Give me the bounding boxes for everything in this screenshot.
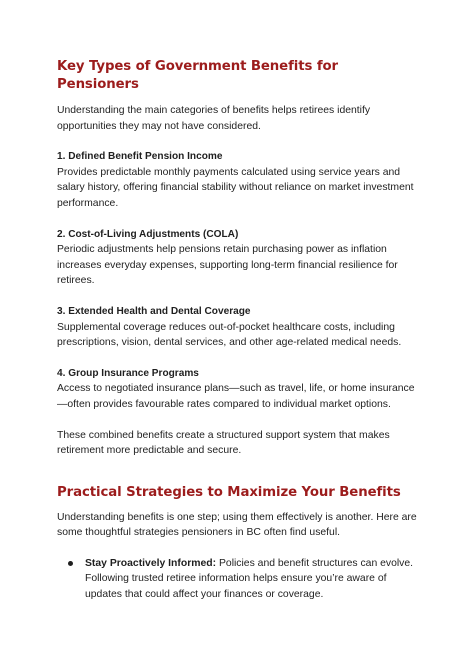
benefit-item — [57, 366, 422, 413]
benefit-item-body: Provides predictable monthly payments calculated using service years and salary history, offering financial stability without reliance on market investment performance. — [57, 166, 414, 209]
bullet-lead: Stay Proactively Informed: — [85, 557, 217, 569]
bullet-text: Policies and benefit structures can evolve. Following trusted retiree information helps ensure you’re aware of updates that could affect your finances or coverage. — [85, 557, 414, 601]
benefit-item-title: 3. Extended Health and Dental Coverage — [57, 305, 251, 317]
benefit-item-body: Access to negotiated insurance plans—such as travel, life, or home insurance—often provides favourable rates compared to individual market options. — [57, 383, 415, 410]
section-closing: These combined benefits create a structured support system that makes retirement more predictable and secure. — [57, 429, 390, 457]
benefit-item — [57, 149, 422, 211]
section-intro: Understanding benefits is one step; using them effectively is another. Here are some thoughtful strategies pensioners in BC often find useful. — [57, 511, 417, 539]
document-page — [57, 58, 422, 603]
section-intro: Understanding the main categories of benefits helps retirees identify opportunities they may not have considered. — [57, 105, 371, 132]
list-item — [57, 556, 422, 603]
strategy-list — [57, 556, 422, 603]
bullet-icon — [68, 561, 73, 566]
benefit-item-title: 1. Defined Benefit Pension Income — [57, 151, 223, 163]
section-heading-strategies: Practical Strategies to Maximize Your Benefits — [57, 484, 401, 500]
benefit-item-body: Periodic adjustments help pensions retain purchasing power as inflation increases everyday expenses, supporting long-term financial resilience for retirees. — [57, 244, 398, 287]
benefit-item — [57, 227, 422, 289]
benefit-item-title: 4. Group Insurance Programs — [57, 367, 199, 379]
section-heading-benefit-types: Key Types of Government Benefits for Pensioners — [57, 59, 339, 92]
benefit-item-body: Supplemental coverage reduces out-of-pocket healthcare costs, including prescriptions, vision, dental services, and other age-related medical needs. — [57, 321, 402, 349]
benefit-item — [57, 304, 422, 351]
benefit-item-title: 2. Cost-of-Living Adjustments (COLA) — [57, 228, 239, 240]
